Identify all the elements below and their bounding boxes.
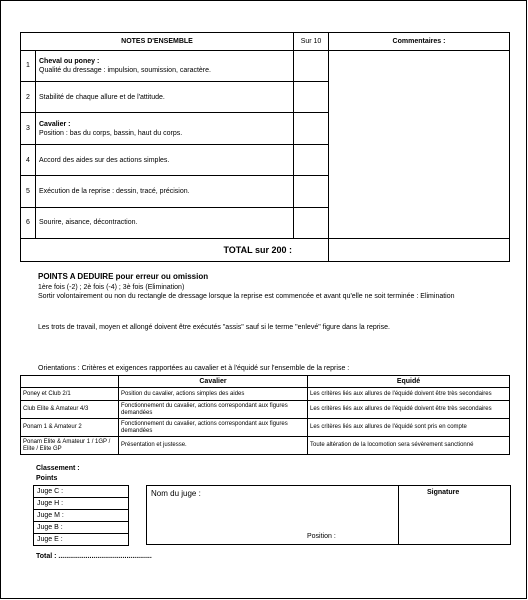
orient-equide: Toute altération de la locomotion sera sévèrement sanctionné [308,437,510,455]
notes-row-1 [21,50,510,81]
orient-level: Club Elite & Amateur 4/3 [21,401,119,419]
comments-header: Commentaires : [329,33,510,51]
judge-m[interactable]: Juge M : [34,510,129,522]
comments-area[interactable] [329,50,510,238]
orient-equide: Les critères liés aux allures de l'équidé doivent être très secondaires [308,388,510,401]
judge-e[interactable]: Juge E : [34,534,129,546]
notes-header: NOTES D'ENSEMBLE [21,33,294,51]
row-description: Position : bas du corps, bassin, haut du corps. [39,129,183,137]
orientations-intro: Orientations : Critères et exigences rapportées au cavalier et à l'équidé sur l'ensemble de la reprise : [38,365,350,372]
row-number: 6 [21,207,36,238]
total-comments-cell [329,238,510,261]
notes-table [20,32,510,262]
orient-row [21,401,510,419]
orient-cavalier: Présentation et justesse. [119,437,308,455]
orient-row [21,437,510,455]
row-number: 3 [21,113,36,144]
total-label: TOTAL sur 200 : [21,238,329,261]
row-title: Cheval ou poney : [39,57,100,65]
orient-header-equide: Equidé [308,376,510,388]
orient-row [21,419,510,437]
orient-cavalier: Position du cavalier, actions simples des aides [119,388,308,401]
row-number: 4 [21,144,36,175]
score-cell[interactable] [294,207,329,238]
orient-level: Ponam 1 & Amateur 2 [21,419,119,437]
classement-title: Classement : [36,465,80,472]
row-text [36,113,294,144]
judges-table [33,485,129,546]
judge-signature-box [146,485,511,545]
points-line-1: 1ère fois (-2) ; 2è fois (-4) ; 3è fois (Elimination) [38,284,185,291]
score-cell[interactable] [294,144,329,175]
total-points: Total : ................................................ [36,553,152,560]
judge-h[interactable]: Juge H : [34,498,129,510]
score-cell[interactable] [294,82,329,113]
row-description: Exécution de la reprise : dessin, tracé, précision. [36,176,294,207]
judge-c[interactable]: Juge C : [34,486,129,498]
points-title: POINTS A DEDUIRE pour erreur ou omission [38,272,209,281]
sur-10-header: Sur 10 [294,33,329,51]
orient-cavalier: Fonctionnement du cavalier, actions correspondant aux figures demandées [119,419,308,437]
signature-label: Signature [427,489,460,496]
score-cell[interactable] [294,50,329,81]
row-description: Sourire, aisance, décontraction. [36,207,294,238]
score-cell[interactable] [294,176,329,207]
orient-row [21,388,510,401]
row-number: 1 [21,50,36,81]
position-label: Position : [307,533,336,540]
score-cell[interactable] [294,113,329,144]
row-description: Stabilité de chaque allure et de l'attitude. [36,82,294,113]
points-line-3: Les trots de travail, moyen et allongé doivent être exécutés "assis" sauf si le terme "enlevé" figure dans la reprise. [38,324,390,331]
judge-name-label: Nom du juge : [151,489,201,498]
orient-empty-header [21,376,119,388]
row-title: Cavalier : [39,120,71,128]
orient-level: Poney et Club 2/1 [21,388,119,401]
orient-equide: Les critères liés aux allures de l'équidé doivent être très secondaires [308,401,510,419]
orient-header-cavalier: Cavalier [119,376,308,388]
orient-equide: Les critères liés aux allures de l'équidé sont pris en compte [308,419,510,437]
points-label: Points [36,475,58,482]
row-description: Qualité du dressage : impulsion, soumission, caractère. [39,66,211,74]
orientations-table [20,375,510,455]
row-number: 2 [21,82,36,113]
row-number: 5 [21,176,36,207]
points-line-2: Sortir volontairement ou non du rectangle de dressage lorsque la reprise est commencée et avant qu'elle ne soit terminée : Elimination [38,293,455,300]
judge-b[interactable]: Juge B : [34,522,129,534]
row-text [36,50,294,81]
row-description: Accord des aides sur des actions simples. [36,144,294,175]
orient-cavalier: Fonctionnement du cavalier, actions correspondant aux figures demandées [119,401,308,419]
orient-level: Ponam Elite & Amateur 1 / 1GP / Elite / Elite GP [21,437,119,455]
signature-divider [398,486,399,544]
